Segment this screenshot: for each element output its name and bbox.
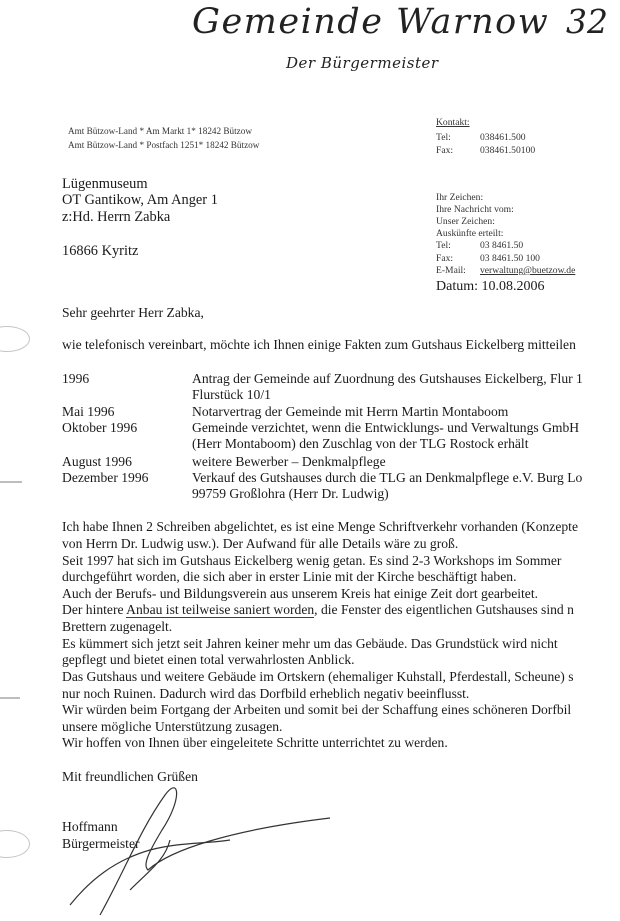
timeline-year: Mai 1996	[62, 404, 115, 419]
body-line: Seit 1997 hat sich im Gutshaus Eickelberg wenig getan. Es sind 2-3 Workshops im Sommer	[62, 553, 562, 568]
recipient-line: Lügenmuseum	[62, 176, 148, 192]
contact-tel-value: 038461.500	[480, 132, 526, 143]
letterhead-title: Gemeinde Warnow	[192, 2, 550, 42]
salutation: Sehr geehrter Herr Zabka,	[62, 305, 204, 320]
letterhead-subtitle: Der Bürgermeister	[286, 54, 439, 72]
punch-hole-mark	[0, 830, 30, 858]
contact-tel-label: Tel:	[436, 132, 451, 143]
letter-date: Datum: 10.08.2006	[436, 279, 545, 294]
reference-line: Ihre Nachricht vom:	[436, 204, 514, 215]
intro-paragraph: wie telefonisch vereinbart, möchte ich Ihnen einige Fakten zum Gutshaus Eickelberg mitteilen	[62, 337, 576, 352]
body-line: Es kümmert sich jetzt seit Jahren keiner mehr um das Gebäude. Das Grundstück wird nicht	[62, 636, 558, 651]
timeline-year: 1996	[62, 371, 90, 386]
body-line: nur noch Ruinen. Dadurch wird das Dorfbild erheblich negativ beeinflusst.	[62, 686, 470, 701]
timeline-event: weitere Bewerber – Denkmalpflege	[192, 454, 386, 469]
body-line: Ich habe Ihnen 2 Schreiben abgelichtet, es ist eine Menge Schriftverkehr vorhanden (Konzepte	[62, 519, 578, 534]
reference-tel-label: Tel:	[436, 240, 451, 251]
reference-email-value: verwaltung@buetzow.de	[480, 265, 576, 276]
handwritten-underlined-phrase: Anbau ist teilweise saniert worden	[126, 602, 315, 617]
signer-name: Hoffmann	[62, 819, 118, 834]
reference-line: Ihr Zeichen:	[436, 192, 484, 203]
body-line: unsere mögliche Unterstützung zusagen.	[62, 719, 283, 734]
reference-fax-label: Fax:	[436, 253, 454, 264]
reference-fax-value: 03 8461.50 100	[480, 253, 540, 264]
recipient-city: 16866 Kyritz	[62, 243, 139, 259]
contact-heading: Kontakt:	[436, 117, 470, 128]
body-line: Wir hoffen von Ihnen über eingeleitete Schritte unterrichtet zu werden.	[62, 735, 448, 750]
page-number-mark: 32	[566, 2, 608, 41]
timeline-event: Antrag der Gemeinde auf Zuordnung des Gutshauses Eickelberg, Flur 1	[192, 371, 583, 386]
sender-line: Amt Bützow-Land * Am Markt 1* 18242 Bützow	[68, 126, 252, 136]
timeline-event: Verkauf des Gutshauses durch die TLG an Denkmalpflege e.V. Burg Lo	[192, 470, 583, 485]
body-line-highlight	[62, 602, 574, 618]
closing: Mit freundlichen Grüßen	[62, 769, 198, 784]
timeline-event: Gemeinde verzichtet, wenn die Entwicklungs- und Verwaltungs GmbH	[192, 420, 580, 435]
body-line: Wir würden beim Fortgang der Arbeiten und somit bei der Schaffung eines schöneren Dorfbil	[62, 702, 572, 717]
timeline-event: 99759 Großlohra (Herr Dr. Ludwig)	[192, 486, 389, 501]
timeline-year: Dezember 1996	[62, 470, 149, 485]
signer-role: Bürgermeister	[62, 836, 140, 851]
reference-tel-value: 03 8461.50	[480, 240, 524, 251]
body-line: von Herrn Dr. Ludwig usw.). Der Aufwand für alle Details wäre zu groß.	[62, 536, 459, 551]
fold-mark	[0, 697, 20, 699]
body-line: durchgeführt worden, die sich aber in erster Linie mit der Kirche beschäftigt haben.	[62, 569, 517, 584]
body-line: Das Gutshaus und weitere Gebäude im Ortskern (ehemaliger Kuhstall, Pferdestall, Scheune) s	[62, 669, 574, 684]
contact-fax-value: 038461.50100	[480, 145, 536, 156]
punch-hole-mark	[0, 326, 30, 352]
reference-email-label: E-Mail:	[436, 265, 466, 276]
body-text: Der hintere	[62, 602, 127, 617]
contact-fax-label: Fax:	[436, 145, 454, 156]
body-line: Auch der Berufs- und Bildungsverein aus unserem Kreis hat einige Zeit dort gearbeitet.	[62, 586, 539, 601]
body-text: , die Fenster des eigentlichen Gutshauses sind n	[314, 602, 574, 617]
timeline-event: Notarvertrag der Gemeinde mit Herrn Martin Montaboom	[192, 404, 509, 419]
timeline-year: Oktober 1996	[62, 420, 138, 435]
fold-mark	[0, 481, 22, 483]
reference-line: Auskünfte erteilt:	[436, 228, 504, 239]
body-line: Brettern zugenagelt.	[62, 619, 173, 634]
sender-line: Amt Bützow-Land * Postfach 1251* 18242 Bützow	[68, 140, 260, 150]
body-line: gepflegt und bietet einen total verwahrlosten Anblick.	[62, 652, 355, 667]
timeline-year: August 1996	[62, 454, 132, 469]
handwritten-signature	[30, 770, 360, 920]
recipient-line: z:Hd. Herrn Zabka	[62, 209, 171, 225]
timeline-event: (Herr Montaboom) den Zuschlag von der TLG Rostock erhält	[192, 436, 529, 451]
reference-line: Unser Zeichen:	[436, 216, 495, 227]
recipient-line: OT Gantikow, Am Anger 1	[62, 192, 218, 208]
timeline-event: Flurstück 10/1	[192, 387, 271, 402]
